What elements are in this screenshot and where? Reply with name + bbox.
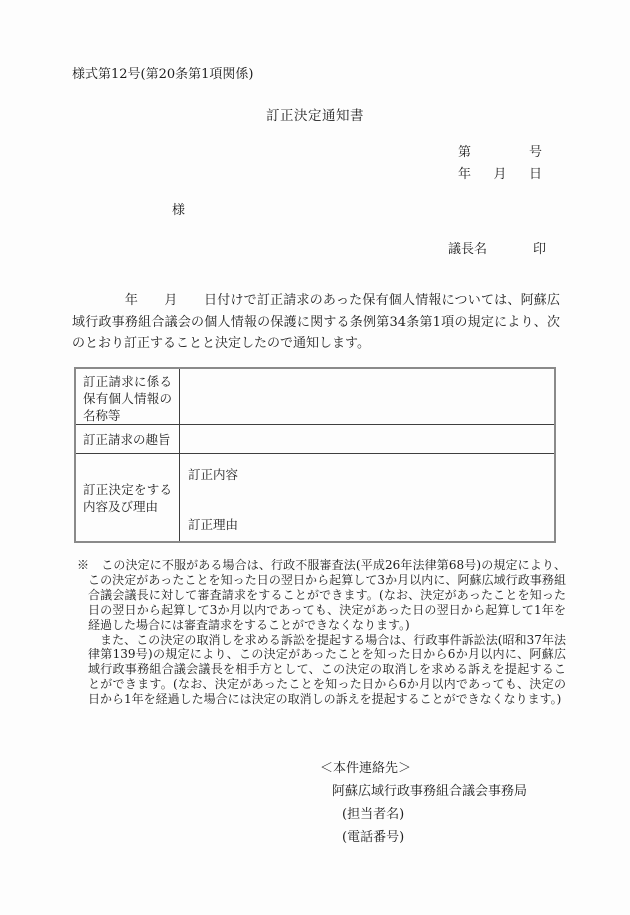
table-row-information-name [76,369,554,425]
correction-content-label: 訂正内容 [188,467,239,482]
doc-number-suffix: 号 [528,145,542,160]
decision-table [74,367,556,543]
contact-block [320,757,527,849]
document-date-line [458,163,542,182]
note-paragraph-1: ※ この決定に不服がある場合は、行政不服審査法(平成26年法律第68号)の規定により、この決定があったことを知った日の翌日から起算して3か月以内に、阿蘇広域行政事務組合議会議長に対して審査請求をすることができます。(なお、決定があったことを知った日の翌日から起算して3か月以内であっても、決定があった日の翌日から起算して1年を経過した場合には審査請求をすることができなくなります。) [77,558,566,632]
row2-value-cell [180,425,554,453]
document-title: 訂正決定通知書 [266,108,364,124]
row1-value-cell [180,369,554,424]
contact-organization: 阿蘇広域行政事務組合議会事務局 [332,784,528,799]
row1-label: 訂正請求に係る保有個人情報の名称等 [76,369,180,424]
seal-placeholder: 印 [532,242,546,257]
form-number: 様式第12号(第20条第1項関係) [72,67,254,82]
sender-title: 議長名 [448,242,488,257]
date-month-label: 月 [493,167,507,182]
document-number-line [458,141,542,160]
contact-header: ＜本件連絡先＞ [320,761,412,776]
row3-value-cell [180,454,554,541]
row2-label: 訂正請求の趣旨 [76,425,180,453]
sender-line [448,238,546,257]
doc-number-prefix: 第 [458,145,472,160]
contact-phone: (電話番号) [342,830,405,845]
appeal-note [72,558,566,707]
row3-label: 訂正決定をする内容及び理由 [76,454,180,541]
note-paragraph-2: また、この決定の取消しを求める訴訟を提起する場合は、行政事件訴訟法(昭和37年法律第139号)の規定により、この決定があったことを知った日から6か月以内に、阿蘇広域行政事務組合議会議長を相手方として、この決定の取消しを求める訴えを提起することができます。(なお、決定があったことを知った日から6か月以内であっても、決定の日から1年を経過した場合には決定の取消しの訴えを提起することができなくなります。) [88,632,566,707]
date-day-label: 日 [528,167,542,182]
body-paragraph: 年 月 日付けで訂正請求のあった保有個人情報については、阿蘇広域行政事務組合議会の個人情報の保護に関する条例第34条第1項の規定により、次のとおり訂正することと決定したので通知します。 [72,293,560,351]
contact-person: (担当者名) [342,807,405,822]
table-row-request-purport [76,425,554,454]
table-row-decision-content [76,454,554,541]
addressee-suffix: 様 [172,203,186,218]
correction-reason-label: 訂正理由 [188,517,239,532]
date-year-label: 年 [458,167,472,182]
